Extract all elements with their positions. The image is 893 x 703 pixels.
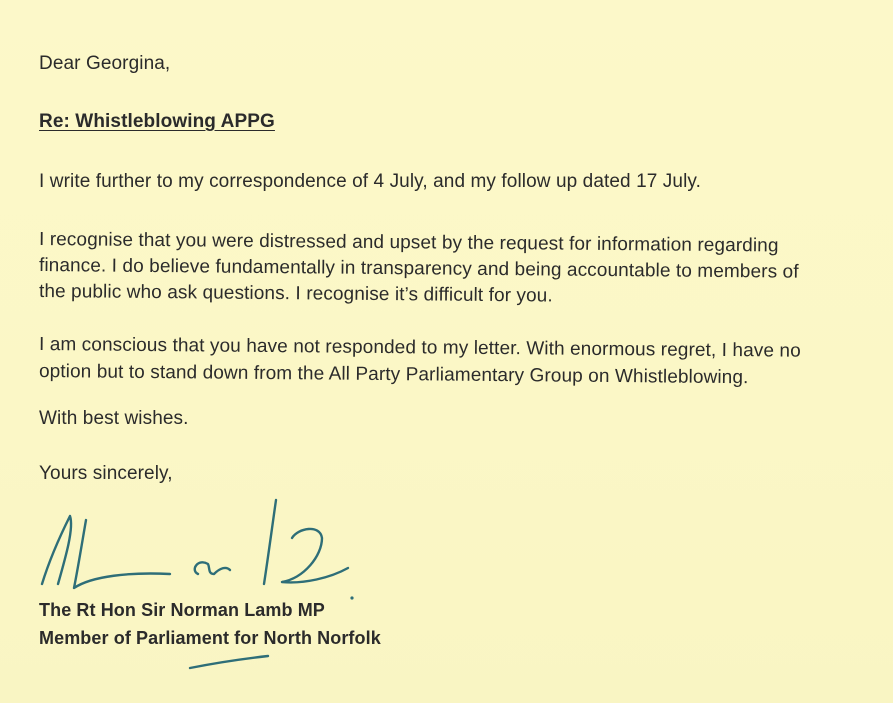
paragraph-3-line-2: option but to stand down from the All Party Parliamentary Group on Whistleblowing. <box>38 361 749 389</box>
signature-stroke-vertical <box>264 500 276 584</box>
signature-underline <box>190 656 268 668</box>
paragraph-3-line-1: I am conscious that you have not responded to my letter. With enormous regret, I have no <box>38 334 801 362</box>
signature-stroke-l <box>74 520 170 588</box>
paragraph-2-line-1: I recognise that you were distressed and upset by the request for information regarding <box>38 229 779 257</box>
closing: Yours sincerely, <box>39 463 173 484</box>
handwritten-signature <box>30 498 370 688</box>
signatory-title: Member of Parliament for North Norfolk <box>39 628 381 648</box>
subject-line: Re: Whistleblowing APPG <box>39 111 275 132</box>
signature-dot <box>350 596 353 599</box>
salutation: Dear Georgina, <box>39 53 171 74</box>
paragraph-2-line-2: finance. I do believe fundamentally in transparency and being accountable to members of <box>38 255 799 283</box>
signature-stroke-n <box>42 516 71 584</box>
paragraph-2-line-3: the public who ask questions. I recognise it’s difficult for you. <box>38 281 553 307</box>
best-wishes: With best wishes. <box>39 408 189 429</box>
signature-stroke-loop <box>195 562 230 574</box>
signatory-name: The Rt Hon Sir Norman Lamb MP <box>39 600 325 620</box>
paragraph-1-line-1: I write further to my correspondence of 4 July, and my follow up dated 17 July. <box>39 171 701 192</box>
signature-stroke-flourish <box>282 529 348 582</box>
